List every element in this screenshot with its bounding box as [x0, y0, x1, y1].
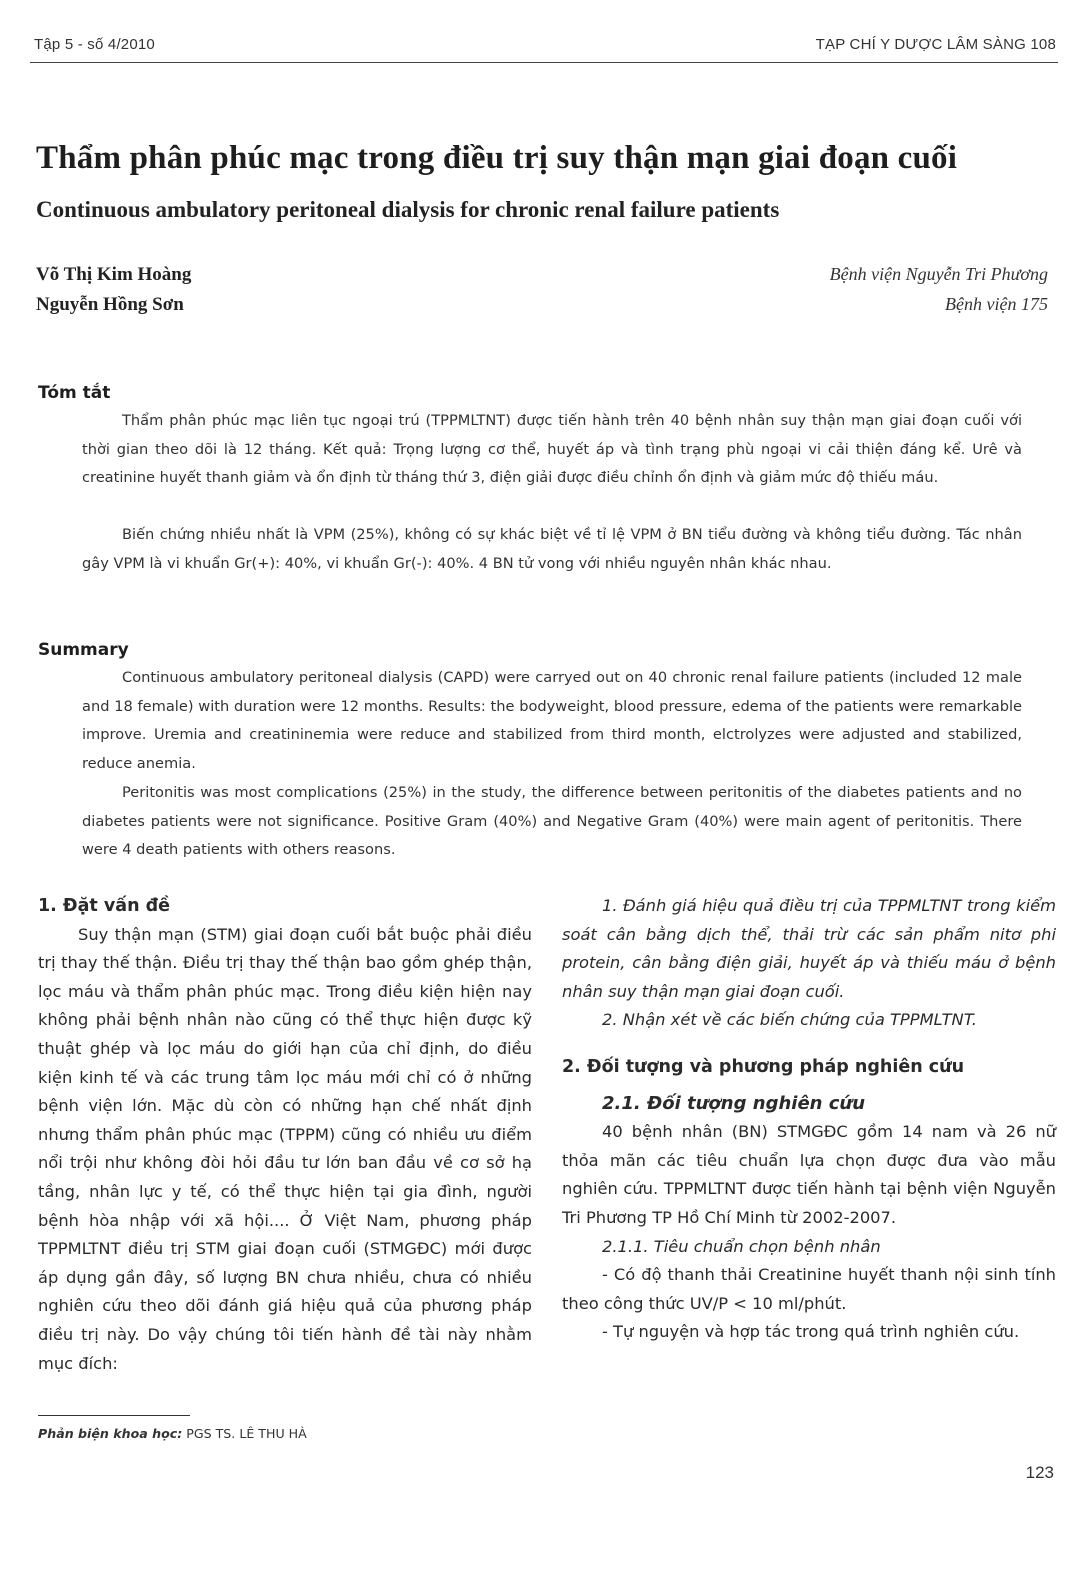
- section-heading: 1. Đặt vấn đề: [38, 896, 171, 916]
- body-paragraph: Suy thận mạn (STM) giai đoạn cuối bắt buộc phải điều trị thay thế thận. Điều trị thay thế thận bao gồm ghép thận, lọc máu và thẩm phân phúc mạc. Trong điều kiện hiện nay không phải bệnh nhân nào cũng có thể thực hiện được kỹ thuật ghép và lọc máu do giới hạn của chỉ định, do điều kiện kinh tế và các trung tâm lọc máu mới chỉ có ở những bệnh viện lớn. Mặc dù còn có những hạn chế nhất định nhưng thẩm phân phúc mạc (TPPM) cũng có nhiều ưu điểm nổi trội như không đòi hỏi đầu tư lớn ban đầu về cơ sở hạ tầng, nhân lực y tế, có thể thực hiện tại gia đình, người bệnh hòa nhập với xã hội.... Ở Việt Nam, phương pháp TPPMLTNT điều trị STM giai đoạn cuối (STMGĐC) mới được áp dụng gần đây, số lượng BN chưa nhiều, chưa có nhiều nghiên cứu theo dõi đánh giá hiệu quả của phương pháp điều trị này. Do vậy chúng tôi tiến hành đề tài này nhằm mục đích:: [38, 924, 532, 1373]
- criteria-item: - Có độ thanh thải Creatinine huyết thanh nội sinh tính theo công thức UV/P < 10 ml/phút.: [562, 1265, 1056, 1313]
- footnote-label: Phản biện khoa học:: [38, 1426, 183, 1441]
- abstract-en-paragraph: Continuous ambulatory peritoneal dialysis (CAPD) were carryed out on 40 chronic renal failure patients (included 12 male and 18 female) with duration were 12 months. Results: the bodyweight, blood pressure, edema of the patients were remarkable improve. Uremia and creatininemia were reduce and stabilized from third month, elctrolyzes were adjusted and stabilized, reduce anemia.: [82, 669, 1022, 772]
- abstract-vi-paragraph: Thẩm phân phúc mạc liên tục ngoại trú (TPPMLTNT) được tiến hành trên 40 bệnh nhân suy thận mạn giai đoạn cuối với thời gian theo dõi là 12 tháng. Kết quả: Trọng lượng cơ thể, huyết áp và tình trạng phù ngoại vi cải thiện đáng kể. Urê và creatinine huyết thanh giảm và ổn định từ tháng thứ 3, điện giải được điều chỉnh ổn định và giảm mức độ thiếu máu.: [82, 412, 1022, 486]
- abstract-vi-heading: Tóm tắt: [38, 383, 111, 403]
- subsection-heading: 2.1. Đối tượng nghiên cứu: [602, 1092, 866, 1114]
- footnote: [38, 1426, 307, 1441]
- author-name: Nguyễn Hồng Sơn: [36, 294, 184, 315]
- section-heading: 2. Đối tượng và phương pháp nghiên cứu: [562, 1056, 965, 1077]
- abstract-en-paragraph: Peritonitis was most complications (25%) in the study, the difference between peritonitis of the diabetes patients and no diabetes patients were not significance. Positive Gram (40%) and Negative Gram (40%) were main agent of peritonitis. There were 4 death patients with others reasons.: [82, 784, 1022, 858]
- subsubsection-heading: 2.1.1. Tiêu chuẩn chọn bệnh nhân: [602, 1236, 881, 1256]
- body-paragraph: 40 bệnh nhân (BN) STMGĐC gồm 14 nam và 26 nữ thỏa mãn các tiêu chuẩn lựa chọn được đưa vào mẫu nghiên cứu. TPPMLTNT được tiến hành tại bệnh viện Nguyễn Tri Phương TP Hồ Chí Minh từ 2002-2007.: [562, 1122, 1056, 1227]
- author-name: Võ Thị Kim Hoàng: [36, 264, 192, 285]
- abstract-en-heading: Summary: [38, 640, 129, 660]
- article-subtitle: Continuous ambulatory peritoneal dialysis for chronic renal failure patients: [36, 197, 780, 222]
- criteria-item: - Tự nguyện và hợp tác trong quá trình nghiên cứu.: [602, 1322, 1020, 1342]
- footnote-value: PGS TS. LÊ THU HÀ: [182, 1426, 307, 1441]
- running-head-journal: TẠP CHÍ Y DƯỢC LÂM SÀNG 108: [815, 36, 1056, 53]
- author-affiliation: Bệnh viện 175: [945, 294, 1048, 314]
- abstract-vi-paragraph: Biến chứng nhiều nhất là VPM (25%), không có sự khác biệt về tỉ lệ VPM ở BN tiểu đường và không tiểu đường. Tác nhân gây VPM là vi khuẩn Gr(+): 40%, vi khuẩn Gr(-): 40%. 4 BN tử vong với nhiều nguyên nhân khác nhau.: [82, 526, 1022, 572]
- page-number: 123: [1025, 1463, 1054, 1482]
- author-affiliation: Bệnh viện Nguyễn Tri Phương: [829, 264, 1048, 284]
- footnote-rule: [38, 1415, 190, 1416]
- aim-item: 1. Đánh giá hiệu quả điều trị của TPPMLTNT trong kiểm soát cân bằng dịch thể, thải trừ các sản phẩm nitơ phi protein, cân bằng điện giải, huyết áp và thiếu máu ở bệnh nhân suy thận mạn giai đoạn cuối.: [562, 896, 1056, 1001]
- aim-item: 2. Nhận xét về các biến chứng của TPPMLTNT.: [602, 1010, 977, 1030]
- running-head-issue: Tập 5 - số 4/2010: [34, 36, 155, 53]
- body-column-right: [562, 892, 1056, 1347]
- header-rule: [30, 62, 1058, 63]
- body-column-left: [38, 892, 532, 1378]
- article-title: Thẩm phân phúc mạc trong điều trị suy thận mạn giai đoạn cuối: [36, 140, 958, 176]
